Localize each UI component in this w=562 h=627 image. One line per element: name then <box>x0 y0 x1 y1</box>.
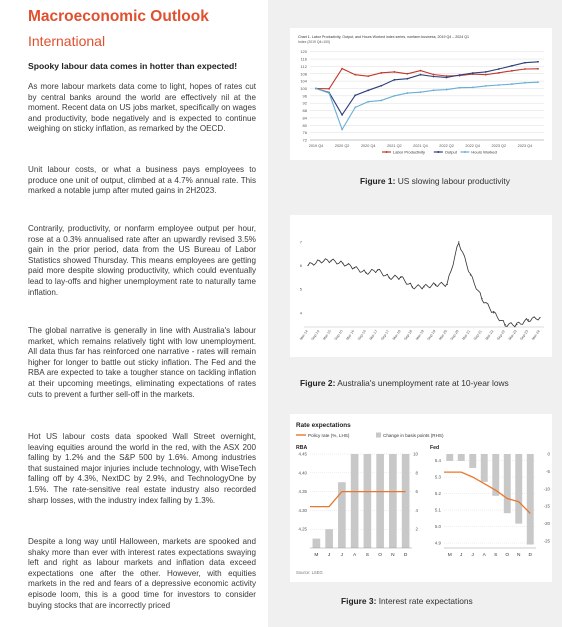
data-point <box>380 72 382 74</box>
y-tick-label-left: 4.30 <box>298 507 307 513</box>
x-tick-label: N <box>391 553 395 558</box>
data-point <box>354 74 356 76</box>
x-tick-label: M <box>447 553 452 558</box>
data-point <box>524 68 526 70</box>
data-point <box>328 88 330 90</box>
data-point <box>537 61 539 63</box>
legend-line-label: Policy rate (%, LHS) <box>308 433 350 438</box>
x-tick-label: A <box>353 553 357 558</box>
legend-label: Hours Worked <box>471 149 497 155</box>
x-tick-label: Mar-20 <box>438 329 449 341</box>
data-point <box>470 274 471 275</box>
data-point <box>447 284 448 285</box>
x-tick-label: J <box>460 553 463 558</box>
y-tick-label: 72 <box>302 137 307 143</box>
data-point <box>511 70 513 72</box>
y-tick-label: 120 <box>300 49 307 55</box>
data-point <box>511 83 513 85</box>
panel-label: RBA <box>296 445 308 451</box>
data-point <box>393 79 395 81</box>
data-point <box>498 72 500 74</box>
data-point <box>537 81 539 83</box>
chart-title: Rate expectations <box>296 422 351 429</box>
data-point <box>481 298 482 299</box>
y-tick-label-left: 5.0 <box>434 524 441 530</box>
bar <box>376 454 384 548</box>
figure-2-caption: Figure 2: Australia's unemployment rate at 10-year lows <box>300 378 509 388</box>
series-line-0 <box>316 69 538 89</box>
panel-label: Fed <box>430 445 440 451</box>
y-tick-label-right: 8 <box>415 470 418 476</box>
article-column <box>0 0 268 627</box>
x-tick-label: 2023 Q2 <box>491 144 507 148</box>
data-point <box>393 71 395 73</box>
data-point <box>423 286 424 287</box>
y-tick-label-left: 5.3 <box>434 474 441 480</box>
legend-marker <box>464 151 466 153</box>
data-point <box>516 324 517 325</box>
rate-expectations-chart <box>290 414 552 582</box>
y-tick-label-left: 5.2 <box>434 491 441 497</box>
x-tick-label: 2023 Q4 <box>517 144 533 148</box>
x-tick-label: Mar-17 <box>368 329 379 341</box>
data-point <box>315 88 317 90</box>
article-paragraph: As more labour markets data come to light, hopes of rates cut by central banks around the world are effectively nil at the moment. Recent data on US jobs market, specifically on wages and productivity, bode negatively and is expected to continue weighing on sticky inflation, as remarked by the OECD. <box>28 82 256 134</box>
data-point <box>380 100 382 102</box>
data-point <box>459 74 461 76</box>
x-tick-label: Mar-15 <box>322 329 333 341</box>
x-tick-label: Mar-21 <box>461 329 472 341</box>
chart-subtitle: Index (2019 Q4=100) <box>298 40 331 44</box>
data-point <box>341 114 343 116</box>
data-point <box>524 62 526 64</box>
data-point <box>377 270 378 271</box>
data-point <box>307 265 308 266</box>
y-tick-label: 116 <box>300 56 307 62</box>
data-point <box>328 92 330 94</box>
y-tick-label: 6 <box>299 263 302 269</box>
figure-2-card <box>290 215 552 357</box>
data-point <box>331 260 332 261</box>
y-tick-label: 5 <box>299 286 302 292</box>
data-point <box>367 101 369 103</box>
x-tick-label: J <box>327 553 331 558</box>
bar <box>504 454 511 513</box>
data-point <box>407 92 409 94</box>
data-point <box>341 129 343 131</box>
data-point <box>319 260 320 261</box>
data-point <box>485 74 487 76</box>
y-tick-label: 104 <box>300 78 307 84</box>
x-tick-label: 2021 Q4 <box>413 144 428 148</box>
x-tick-label: S <box>365 553 369 558</box>
x-tick-label: 2022 Q2 <box>439 144 454 148</box>
x-tick-label: Mar-24 <box>531 329 541 341</box>
y-tick-label: 7 <box>299 239 302 245</box>
x-tick-label: Mar-23 <box>507 329 518 341</box>
data-point <box>524 82 526 84</box>
x-tick-label: Sep-20 <box>449 329 460 342</box>
x-tick-label: 2020 Q2 <box>334 144 350 148</box>
x-tick-label: O <box>505 553 510 558</box>
data-point <box>446 89 448 91</box>
x-tick-label: Mar-16 <box>345 329 356 341</box>
data-point <box>393 95 395 97</box>
article-paragraph: Unit labour costs, or what a business pays employees to produce one unit of output, climbed at a 4.7% annual rate. This marked a notable jump after muted gains in 2H2023. <box>28 165 256 196</box>
bar <box>446 454 453 461</box>
y-tick-label-left: 4.45 <box>298 451 307 457</box>
y-tick-label-left: 4.35 <box>298 489 307 495</box>
x-tick-label: 2020 Q4 <box>360 144 376 148</box>
data-point <box>458 241 459 242</box>
data-point <box>354 94 356 96</box>
y-tick-label: 108 <box>300 71 307 77</box>
data-point <box>407 78 409 80</box>
bar <box>481 454 488 482</box>
y-tick-label-left: 4.40 <box>298 470 307 476</box>
data-point <box>435 284 436 285</box>
legend-bar-label: Change in basis points (RHS) <box>383 433 444 438</box>
x-tick-label: S <box>494 553 498 558</box>
data-point <box>412 286 413 287</box>
y-tick-label-right: -20 <box>543 521 550 527</box>
x-tick-label: Sep-18 <box>403 329 414 342</box>
legend-label: Labor Productivity <box>393 149 426 155</box>
data-point <box>407 73 409 75</box>
legend-bar-swatch <box>376 433 381 438</box>
data-point <box>498 84 500 86</box>
bar <box>351 454 359 548</box>
data-point <box>472 86 474 88</box>
y-tick-label-right: 0 <box>547 451 550 457</box>
x-tick-label: Sep-16 <box>356 329 367 342</box>
article-lead: Spooky labour data comes in hotter than expected! <box>28 61 238 71</box>
y-tick-label-right: 6 <box>415 489 418 495</box>
data-point <box>367 89 369 91</box>
bar <box>325 529 333 548</box>
bar <box>515 454 522 524</box>
article-paragraph: Despite a long way until Halloween, markets are spooked and shaky more than ever with interest rates expectations swaying left and right as labour markets and inflation data exceed expectations one after the other. However, with equities markets in the red and fears of a depressive economic activity episode loom, this is a good time for investors to consider buying stocks that are incorrectly priced <box>28 537 256 610</box>
y-tick-label-right: 10 <box>413 451 418 457</box>
y-tick-label-right: 2 <box>415 526 418 532</box>
data-point <box>433 76 435 78</box>
figure-1-card <box>290 28 552 160</box>
y-tick-label: 100 <box>300 85 307 91</box>
bar <box>364 454 372 548</box>
data-point <box>342 263 343 264</box>
x-tick-label: J <box>340 553 344 558</box>
y-tick-label: 4 <box>299 310 302 316</box>
data-point <box>341 68 343 70</box>
x-tick-label: 2021 Q2 <box>387 144 402 148</box>
data-point <box>367 75 369 77</box>
x-tick-label: 2022 Q4 <box>465 144 480 148</box>
page-title: Macroeconomic Outlook <box>28 8 209 25</box>
bar <box>313 539 321 548</box>
x-tick-label: Sep-19 <box>426 329 437 342</box>
data-point <box>505 324 506 325</box>
y-tick-label-left: 5.1 <box>434 507 441 513</box>
bar <box>527 454 534 545</box>
x-tick-label: M <box>314 553 319 558</box>
figures-column <box>268 0 562 627</box>
y-tick-label-left: 4.9 <box>434 540 441 546</box>
y-tick-label-right: -10 <box>543 486 550 492</box>
x-tick-label: Sep-21 <box>472 329 483 342</box>
x-tick-label: Mar-14 <box>299 329 309 341</box>
x-tick-label: Sep-17 <box>380 329 391 342</box>
data-point <box>485 85 487 87</box>
figure-3-card <box>290 414 552 582</box>
figure-1-caption: Figure 1: US slowing labour productivity <box>360 176 510 186</box>
data-point <box>528 319 529 320</box>
data-point <box>446 77 448 79</box>
x-tick-label: D <box>403 553 408 558</box>
data-point <box>400 277 401 278</box>
data-point <box>389 277 390 278</box>
y-tick-label-right: -15 <box>543 503 550 509</box>
x-tick-label: Mar-19 <box>415 329 425 341</box>
series-line-2 <box>316 82 538 129</box>
y-tick-label-left: 4.25 <box>298 526 307 532</box>
data-point <box>539 317 540 318</box>
x-tick-label: Mar-18 <box>391 329 402 341</box>
y-tick-label: 84 <box>302 115 307 121</box>
y-tick-label-left: 5.4 <box>434 458 441 464</box>
x-tick-label: Mar-22 <box>484 329 495 341</box>
y-tick-label: 92 <box>302 100 307 106</box>
x-tick-label: D <box>528 553 532 558</box>
data-point <box>380 85 382 87</box>
data-point <box>459 87 461 89</box>
data-point <box>420 91 422 93</box>
x-tick-label: 2019 Q4 <box>308 144 324 148</box>
x-tick-label: J <box>471 553 474 558</box>
x-tick-label: N <box>517 553 521 558</box>
data-point <box>493 312 494 313</box>
data-point <box>485 71 487 73</box>
y-tick-label: 112 <box>300 63 307 69</box>
chart-title: Chart 1. Labor Productivity, Output, and Hours Worked index series, nonfarm business, 2019 Q4 – 2024 Q1 <box>298 35 470 39</box>
page-subtitle: International <box>28 33 106 49</box>
bar <box>402 454 410 548</box>
source-note: Source: LSEG <box>296 570 323 575</box>
legend-label: Output <box>444 149 457 155</box>
data-point <box>433 89 435 91</box>
data-point <box>498 68 500 70</box>
y-tick-label: 80 <box>302 122 307 128</box>
bar <box>458 454 465 461</box>
data-point <box>365 272 366 273</box>
data-point <box>472 72 474 74</box>
data-point <box>511 65 513 67</box>
bar <box>469 454 476 468</box>
article-paragraph: Contrarily, productivity, or nonfarm employee output per hour, rose at a 0.3% annualised rate after an upwardly revised 3.5% gain in the prior period, data from the US Bureau of Labor Statistics showed Thursday. This means employees are getting paid more despite slowing productivity, which could eventually lead to lay-offs and higher unemployment rate to naturally tame inflation. <box>28 224 256 297</box>
x-tick-label: Sep-15 <box>333 329 344 342</box>
y-tick-label: 88 <box>302 108 307 114</box>
data-point <box>420 70 422 72</box>
y-tick-label: 76 <box>302 130 307 136</box>
data-point <box>420 74 422 76</box>
data-point <box>354 107 356 109</box>
data-point <box>354 267 355 268</box>
article-paragraph: The global narrative is generally in line with Australia's labour market, which remains relatively tight with low unemployment. All data thus far has reinforced one narrative - rates will remain higher for longer to battle out sticky inflation. The Fed and the RBA are expected to take a tougher stance on tackling inflation at their upcoming meetings, eliminating expectations of rates cuts to prevent a further sell-off in the markets. <box>28 326 256 399</box>
y-tick-label-right: -5 <box>546 468 550 474</box>
data-point <box>433 74 435 76</box>
productivity-chart <box>290 28 552 160</box>
data-point <box>537 68 539 70</box>
unemployment-chart <box>290 215 552 357</box>
y-tick-label-right: 4 <box>415 507 418 513</box>
unemployment-line <box>308 243 540 327</box>
x-tick-label: O <box>378 553 382 558</box>
figure-3-caption: Figure 3: Interest rate expectations <box>341 596 473 606</box>
y-tick-label: 96 <box>302 93 307 99</box>
legend-marker <box>437 151 439 153</box>
article-paragraph: Hot US labour costs data spooked Wall Street overnight, leaving equities around the world in the red, with the ASX 200 falling by 1.2% and the S&P 500 by 1.6%. Among industries that sustained major injuries include technology, with WiseTech falling off by 4.3%, NextDC by 2.9%, and TechnologyOne by 1.5%. The rate-sensitive real estate industry also recorded sharp losses, with the industry index falling by 1.3%. <box>28 432 256 505</box>
x-tick-label: Sep-23 <box>519 329 530 342</box>
x-tick-label: Sep-14 <box>310 329 321 342</box>
bar <box>389 454 397 548</box>
x-tick-label: Sep-22 <box>496 329 507 342</box>
x-tick-label: A <box>482 553 486 558</box>
legend-marker <box>386 151 388 153</box>
y-tick-label-right: -25 <box>543 538 550 544</box>
